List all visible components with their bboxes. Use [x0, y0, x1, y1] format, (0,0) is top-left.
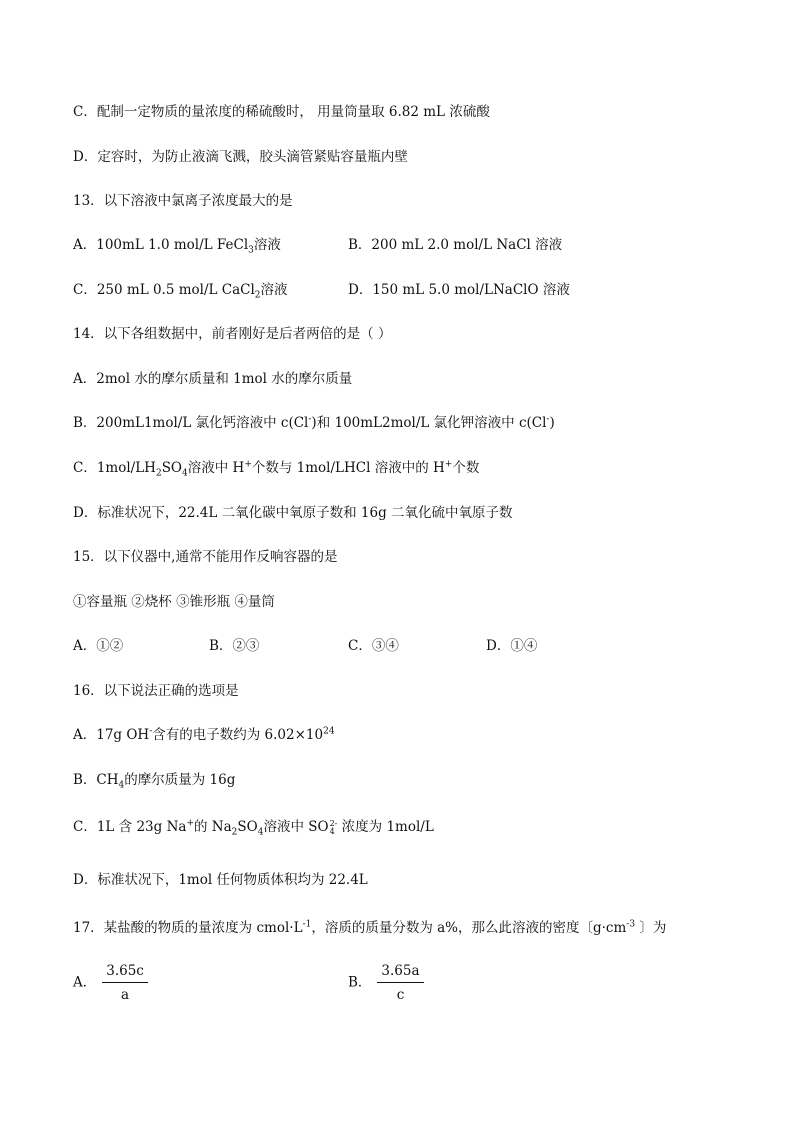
q15-items: ①容量瓶 ②烧杯 ③锥形瓶 ④量筒	[73, 594, 275, 610]
q16-option-b: B．$CH_4$的摩尔质量为 16g	[73, 772, 236, 791]
q13-option-c: C．250 mL 0.5 mol/L CaCl$_2$溶液	[73, 282, 288, 301]
sulfate-charge-stack: 2- 4	[329, 818, 338, 836]
q15-option-b: B．②③	[209, 638, 260, 654]
q17-option-b: B． $\frac{3.65a}{c}$	[348, 962, 424, 1004]
q13-option-d: D．150 mL 5.0 mol/LNaClO 溶液	[348, 282, 570, 298]
q16-stem: 16．以下说法正确的选项是	[73, 683, 239, 699]
q14-option-d: D．标准状况下，22.4L 二氧化碳中氧原子数和 16g 二氧化硫中氧原子数	[73, 505, 513, 521]
q16-option-c: C．1L 含 23g Na+的 $Na_2SO_4$溶液中 SO 2- 4 浓度为 1mol/L	[73, 818, 434, 838]
q15-option-c: C．③④	[348, 638, 399, 654]
q13-option-b: B．200 mL 2.0 mol/L NaCl 溶液	[348, 237, 563, 253]
q17-option-b-fraction: $\frac{3.65a}{c}$	[377, 962, 423, 1004]
q12-option-d: D．定容时，为防止液滴飞溅，胶头滴管紧贴容量瓶内壁	[73, 149, 408, 165]
q13-stem: 13．以下溶液中氯离子浓度最大的是	[73, 193, 293, 209]
q17-option-a: A． $\frac{3.65c}{a}$	[73, 962, 148, 1004]
q15-option-d: D．①④	[486, 638, 538, 654]
q14-stem: 14．以下各组数据中，前者刚好是后者两倍的是（ ）	[73, 326, 392, 342]
q15-stem: 15．以下仪器中,通常不能用作反响容器的是	[73, 549, 338, 565]
q14-option-b: B．200mL1mol/L 氯化钙溶液中 c(Cl-)和 100mL2mol/L 氯化钾溶液中 c(Cl-)	[73, 414, 555, 431]
q15-option-a: A．①②	[73, 638, 124, 654]
q13-option-a: A．100mL 1.0 mol/L FeCl$_3$溶液	[73, 237, 281, 256]
q14-option-a: A．2mol 水的摩尔质量和 1mol 水的摩尔质量	[73, 371, 353, 387]
q17-stem: 17．某盐酸的物质的量浓度为 $cmol\cdot L^{-1}$，溶质的质量分数为 a%，那么此溶液的密度〔$g\cdot cm^{-3}$ 〕为	[73, 919, 667, 936]
q17-option-a-fraction: $\frac{3.65c}{a}$	[102, 962, 148, 1004]
q16-option-d: D．标准状况下，1mol 任何物质体积均为 22.4L	[73, 872, 368, 888]
q12-option-c: C．配制一定物质的量浓度的稀硫酸时， 用量筒量取 6.82 mL 浓硫酸	[73, 104, 490, 120]
q14-option-c: C．$1mol/LH_2SO_4$溶液中 H+个数与 1mol/LHCl 溶液中的 H+个数	[73, 459, 480, 479]
q16-option-a: A．17g OH-含有的电子数约为 $6.02\times 10^{24}$	[73, 726, 335, 743]
